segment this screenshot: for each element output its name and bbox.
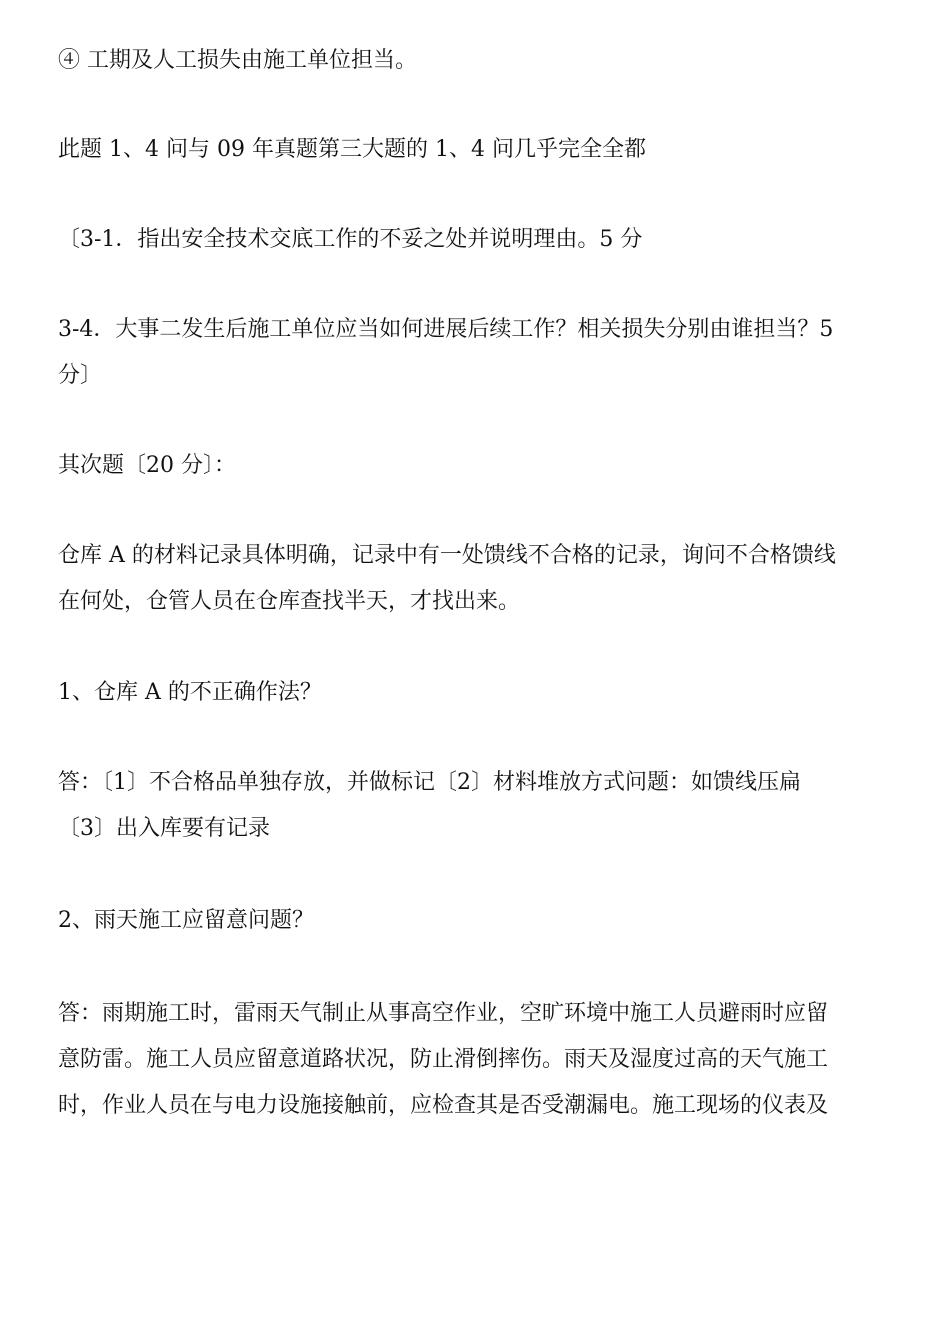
paragraph-case-description bbox=[58, 533, 900, 625]
text-line: 仓库 A 的材料记录具体明确，记录中有一处馈线不合格的记录，询问不合格馈线 bbox=[58, 543, 836, 568]
text-line: 答：雨期施工时，雷雨天气制止从事高空作业，空旷环境中施工人员避雨时应留 bbox=[58, 1001, 829, 1026]
paragraph-note bbox=[58, 127, 900, 173]
text-line: 意防雷。施工人员应留意道路状况，防止滑倒摔伤。雨天及湿度过高的天气施工 bbox=[58, 1047, 829, 1072]
text-line: ④ 工期及人工损失由施工单位担当。 bbox=[58, 48, 417, 73]
paragraph-answer-2 bbox=[58, 991, 900, 1129]
paragraph-answer-1 bbox=[58, 760, 900, 852]
text-line: 〔3-1．指出安全技术交底工作的不妥之处并说明理由。5 分 bbox=[58, 227, 643, 252]
paragraph-question-3-1 bbox=[58, 217, 900, 263]
text-line: 在何处，仓管人员在仓库查找半天，才找出来。 bbox=[58, 589, 521, 614]
paragraph-question-1 bbox=[58, 670, 900, 716]
text-line: 3-4．大事二发生后施工单位应当如何进展后续工作？相关损失分别由谁担当？5 bbox=[58, 317, 834, 342]
text-line: 1、仓库 A 的不正确作法？ bbox=[58, 680, 322, 705]
text-line: 分〕 bbox=[58, 363, 103, 388]
paragraph-question-2 bbox=[58, 898, 900, 944]
text-line: 2、雨天施工应留意问题？ bbox=[58, 908, 314, 933]
text-line: 答：〔1〕不合格品单独存放，并做标记〔2〕材料堆放方式问题：如馈线压扁 bbox=[58, 770, 801, 795]
paragraph-responsibility bbox=[58, 38, 900, 84]
text-line: 〔3〕出入库要有记录 bbox=[58, 816, 270, 841]
text-line: 时，作业人员在与电力设施接触前，应检查其是否受潮漏电。施工现场的仪表及 bbox=[58, 1093, 829, 1118]
text-line: 此题 1、4 问与 09 年真题第三大题的 1、4 问几乎完全全都 bbox=[58, 137, 646, 162]
paragraph-question-3-4 bbox=[58, 307, 900, 399]
section-heading bbox=[58, 443, 900, 489]
text-line: 其次题〔20 分〕： bbox=[58, 453, 236, 478]
